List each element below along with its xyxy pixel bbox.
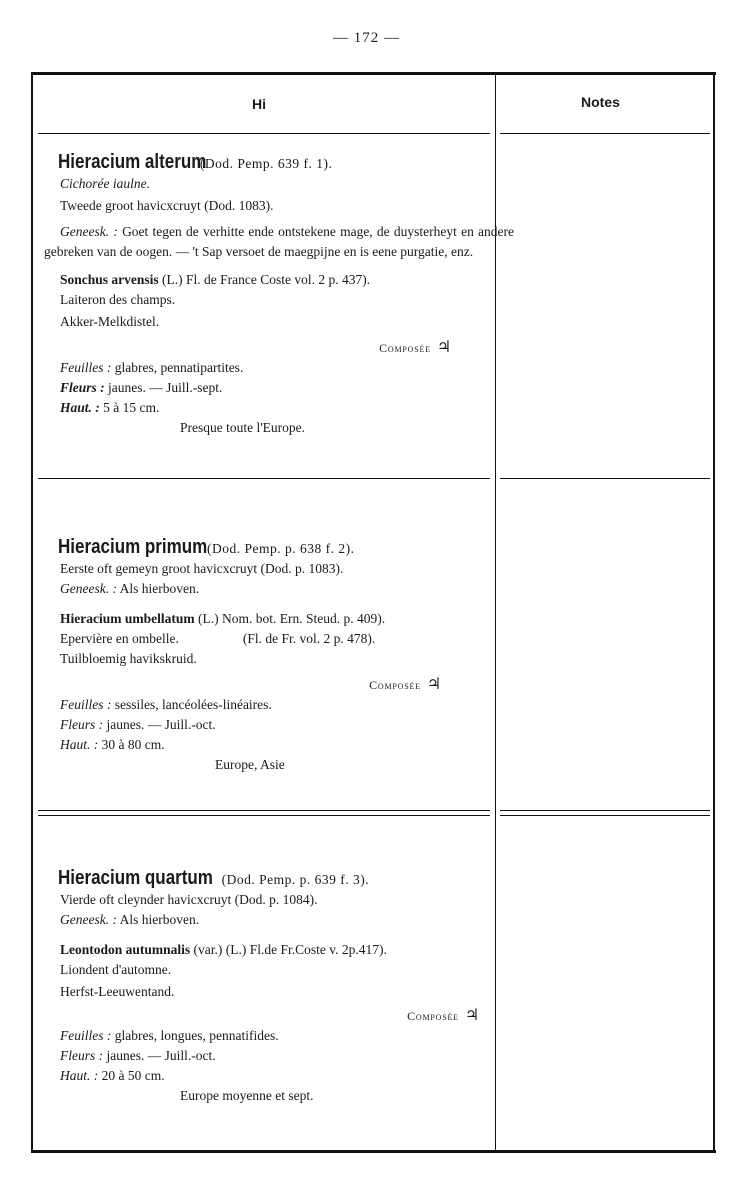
leaves-value: glabres, longues, pennatifides. [114,1028,279,1043]
bottom-rule [31,1150,716,1153]
flowers-label: Fleurs : [60,380,105,395]
leaves-label: Feuilles : [60,1028,112,1043]
family-name: Composée [379,341,431,355]
header-rule-right [500,133,710,134]
medicinal-note [44,222,514,262]
perennial-symbol-icon: ♃ [436,339,452,356]
species-reference: (L.) Nom. bot. Ern. Steud. p. 409). [198,611,386,626]
common-name-fr-reference: (Fl. de Fr. vol. 2 p. 478). [242,631,376,646]
species-line [60,270,500,290]
leaves-label: Feuilles : [60,360,112,375]
medicinal-label: Geneesk. : [60,912,117,927]
leaves-line [60,358,500,378]
species-reference: (L.) Fl. de France Coste vol. 2 p. 437). [162,272,371,287]
distribution: Europe, Asie [215,757,285,772]
flowers-value: jaunes. — Juill.-sept. [108,380,223,395]
row-rule-2-left-b [38,815,490,816]
genus-title: Hieracium quartum [58,867,213,889]
medicinal-text: Goet tegen de verhitte ende ontstekene mage, de duysterheyt en andere gebreken van de oogen. — 't Sap versoet de maegpijne en is eene purgatie, enz. [44,224,515,259]
medicinal-text: Als hierboven. [119,912,200,927]
synonym-line: Cichorée iaulne. [60,176,150,191]
height-label: Haut. : [60,1068,99,1083]
entry-hieracium-alterum [44,151,515,438]
perennial-symbol-icon: ♃ [464,1007,480,1024]
flowers-label: Fleurs : [60,717,104,732]
row-rule-1-right [500,478,710,479]
header-rule-left [38,133,490,134]
family-line [60,338,500,358]
family-name: Composée [369,678,421,692]
leaves-value: glabres, pennatipartites. [114,360,244,375]
species-reference: (var.) (L.) Fl.de Fr.Coste v. 2p.417). [193,942,387,957]
right-rule [713,72,715,1153]
flowers-line [60,715,500,735]
genus-title: Hieracium primum [58,536,208,558]
flowers-label: Fleurs : [60,1048,104,1063]
leaves-value: sessiles, lancéolées-linéaires. [114,697,272,712]
species-name: Sonchus arvensis [60,272,159,287]
common-name-fr [60,629,500,649]
height-line [60,1066,500,1086]
page-number: — 172 — [333,30,400,46]
common-name-fr: Liondent d'automne. [60,962,172,977]
height-line [60,735,500,755]
height-label: Haut. : [60,400,100,415]
reference: (Dod. Pemp. 639 f. 1). [199,156,333,171]
top-rule [31,72,716,75]
row-rule-2-left [38,810,490,811]
dutch-name-line: Tweede groot havicxcruyt (Dod. 1083). [60,198,274,213]
height-line [60,398,500,418]
height-label: Haut. : [60,737,99,752]
species-line [60,609,500,629]
leaves-line [60,1026,500,1046]
leaves-label: Feuilles : [60,697,112,712]
common-name-nl: Tuilbloemig havikskruid. [60,651,197,666]
family-name: Composée [407,1009,459,1023]
flowers-line [60,378,500,398]
reference: (Dod. Pemp. p. 639 f. 3). [221,872,370,887]
species-name: Leontodon autumnalis [60,942,191,957]
common-name-fr: Laiteron des champs. [60,292,176,307]
entry-hieracium-primum [60,537,500,775]
leaves-line [60,695,500,715]
genus-title: Hieracium alterum [58,151,207,173]
species-name: Hieracium umbellatum [60,611,195,626]
flowers-value: jaunes. — Juill.-oct. [106,717,216,732]
height-value: 30 à 80 cm. [101,737,165,752]
column-header-notes: Notes [581,94,620,110]
row-rule-2-right-b [500,815,710,816]
medicinal-text: Als hierboven. [119,581,200,596]
left-rule [31,72,33,1153]
species-line [60,940,500,960]
medicinal-label: Geneesk. : [60,224,118,239]
common-name-fr-text: Epervière en ombelle. [60,631,179,646]
medicinal-note [60,579,500,599]
family-line [60,1006,500,1026]
entry-hieracium-quartum [60,868,500,1106]
dutch-name-line: Vierde oft cleynder havicxcruyt (Dod. p. 1084). [60,892,318,907]
height-value: 20 à 50 cm. [101,1068,165,1083]
reference: (Dod. Pemp. p. 638 f. 2). [206,541,355,556]
row-rule-1-left [38,478,490,479]
dutch-name-line: Eerste oft gemeyn groot havicxcruyt (Dod. p. 1083). [60,561,344,576]
flowers-value: jaunes. — Juill.-oct. [106,1048,216,1063]
medicinal-note [60,910,500,930]
height-value: 5 à 15 cm. [103,400,160,415]
column-header-left: Hi [252,96,266,112]
flowers-line [60,1046,500,1066]
distribution: Presque toute l'Europe. [180,420,306,435]
common-name-nl: Akker-Melkdistel. [60,314,160,329]
row-rule-2-right [500,810,710,811]
medicinal-label: Geneesk. : [60,581,117,596]
distribution: Europe moyenne et sept. [180,1088,314,1103]
family-line [60,675,500,695]
common-name-nl: Herfst-Leeuwentand. [60,984,175,999]
perennial-symbol-icon: ♃ [426,676,442,693]
